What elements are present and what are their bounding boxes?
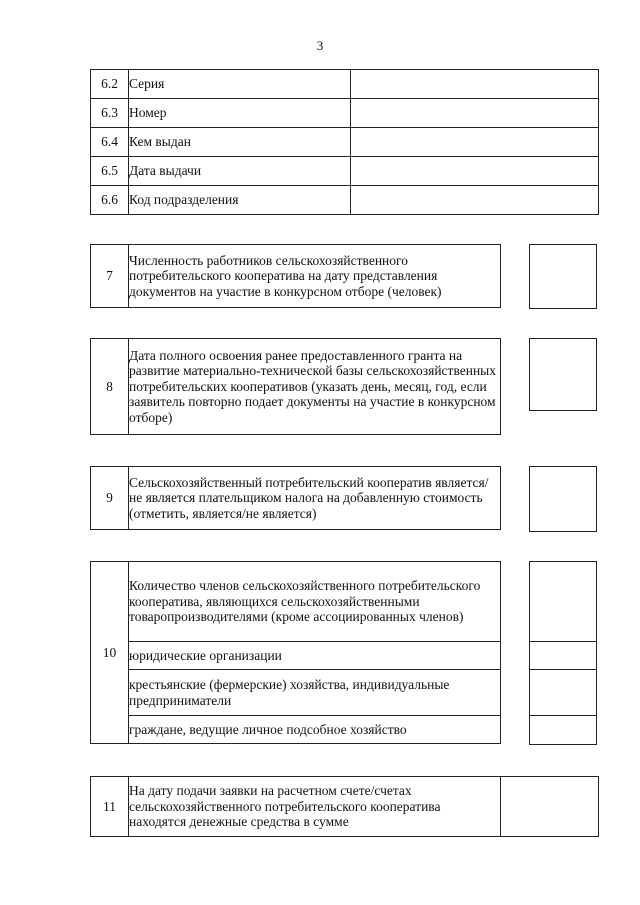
row-number: 6.4 <box>91 128 129 157</box>
item-9-answer-box[interactable] <box>529 466 597 532</box>
item-label: Дата полного освоения ранее предоставленного гранта на развитие материально-технической базы сельскохозяйственных потребительских кооперативов (указать день, месяц, год, если заявитель повторно подает документы на участие в конкурсном отборе) <box>129 339 501 435</box>
subrow-label: крестьянские (фермерские) хозяйства, индивидуальные предприниматели <box>129 670 501 716</box>
row-number: 6.3 <box>91 99 129 128</box>
table-row <box>91 245 501 308</box>
item-10-legal-entities-box[interactable] <box>529 641 597 671</box>
row-label: Код подразделения <box>129 186 351 215</box>
item-label: На дату подачи заявки на расчетном счете/счетах сельскохозяйственного потребительского кооператива находятся денежные средства в сумме <box>129 777 501 837</box>
item-10-total-box[interactable] <box>529 561 597 643</box>
item-label: Численность работников сельскохозяйственного потребительского кооператива на дату представления документов на участие в конкурсном отборе (человек) <box>129 245 501 308</box>
table-row <box>91 186 599 215</box>
passport-table <box>90 69 599 215</box>
item-11-amount-field[interactable] <box>501 777 599 837</box>
table-row <box>91 99 599 128</box>
row-label: Номер <box>129 99 351 128</box>
table-row <box>91 716 501 744</box>
item-label: Количество членов сельскохозяйственного потребительского кооператива, являющихся сельскохозяйственными товаропроизводителями (кроме ассоциированных членов) <box>129 562 501 642</box>
item-10-table <box>90 561 501 744</box>
item-10-farms-box[interactable] <box>529 669 597 717</box>
value-field-division-code[interactable] <box>351 186 599 215</box>
item-10-citizens-box[interactable] <box>529 715 597 745</box>
row-label: Дата выдачи <box>129 157 351 186</box>
subrow-label: граждане, ведущие личное подсобное хозяйство <box>129 716 501 744</box>
item-number: 7 <box>91 245 129 308</box>
item-11-table <box>90 776 599 837</box>
item-7-table <box>90 244 501 308</box>
table-row <box>91 157 599 186</box>
row-number: 6.5 <box>91 157 129 186</box>
row-label: Кем выдан <box>129 128 351 157</box>
table-row <box>91 642 501 670</box>
table-row <box>91 777 599 837</box>
table-row <box>91 339 501 435</box>
item-label: Сельскохозяйственный потребительский кооператив является/не является плательщиком налога на добавленную стоимость (отметить, является/не является) <box>129 467 501 530</box>
item-9-table <box>90 466 501 530</box>
item-7-answer-box[interactable] <box>529 244 597 309</box>
value-field-series[interactable] <box>351 70 599 99</box>
table-row <box>91 467 501 530</box>
table-row <box>91 128 599 157</box>
row-number: 6.2 <box>91 70 129 99</box>
item-number: 10 <box>91 562 129 744</box>
row-number: 6.6 <box>91 186 129 215</box>
row-label: Серия <box>129 70 351 99</box>
page-number: 3 <box>316 38 324 53</box>
table-row <box>91 562 501 642</box>
subrow-label: юридические организации <box>129 642 501 670</box>
table-row <box>91 670 501 716</box>
item-number: 8 <box>91 339 129 435</box>
table-row <box>91 70 599 99</box>
item-8-table <box>90 338 501 435</box>
value-field-issued-by[interactable] <box>351 128 599 157</box>
value-field-issue-date[interactable] <box>351 157 599 186</box>
item-number: 9 <box>91 467 129 530</box>
item-number: 11 <box>91 777 129 837</box>
value-field-number[interactable] <box>351 99 599 128</box>
item-8-answer-box[interactable] <box>529 338 597 411</box>
